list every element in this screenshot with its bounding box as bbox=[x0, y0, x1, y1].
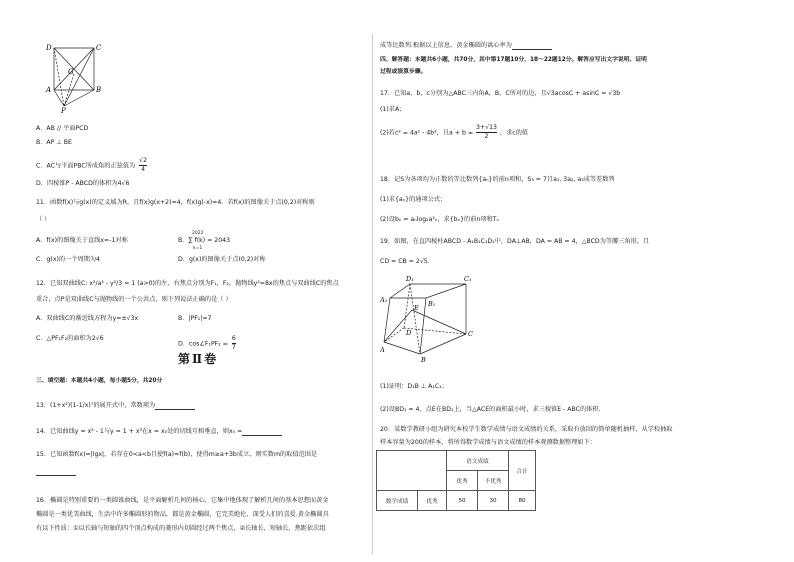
cell-excellent-total: 80 bbox=[509, 491, 536, 511]
part2-title: 第Ⅱ卷 bbox=[178, 352, 219, 366]
q19-stem-2: CD = CB = 2√5． bbox=[380, 258, 434, 265]
q17-part2 bbox=[380, 124, 528, 141]
q11-option-c: C．g(x)的一个周期为4 bbox=[36, 256, 100, 263]
label-B: B bbox=[96, 86, 102, 94]
label-C: C bbox=[96, 44, 102, 52]
q20-line-2: 样本容量为200的样本，将所得数学成绩与语文成绩的样本观测数据整理如下： bbox=[380, 439, 596, 446]
q13-stem bbox=[36, 402, 195, 410]
table-row bbox=[377, 491, 536, 511]
q12-option-d bbox=[178, 335, 236, 352]
q10-option-a: A．AB // 平面PCD bbox=[36, 125, 89, 132]
header-excellent: 优秀 bbox=[447, 471, 478, 491]
q10-option-b: B．AP ⊥ BE bbox=[36, 139, 72, 146]
q19-part1: (1)证明：D₁B ⊥ A₁C₁； bbox=[380, 383, 448, 390]
q17-part1: (1)求A； bbox=[380, 106, 406, 113]
q16-continuation bbox=[380, 42, 552, 50]
section4-header: 四、解答题：本题共6小题，共70分，其中第17题10分，18～22题12分。解答应写出文字说明、证明 bbox=[380, 57, 647, 63]
q16-answer-blank[interactable] bbox=[512, 43, 552, 50]
q18-stem: 18．记S为各项均为正数的等比数列{aₙ}的前n项和，S₃ = 7且a₁, 3a₂, a₃成等差数列 bbox=[380, 176, 615, 183]
q11-stem: 11．函数f(x)与g(x)的定义域为R，且f(x)g(x+2)=4，f(x)g(-x)=4．若f(x)的图像关于点(0,2)对称则 bbox=[36, 199, 315, 206]
prism-label-D1: D₁ bbox=[406, 275, 414, 283]
q14-text: 14．已知曲线y = x² - 1与y = 1 + x³在x = x₀处的切线互相垂直，则x₀ = bbox=[36, 428, 243, 435]
label-P: P bbox=[61, 107, 66, 114]
q12-option-a: A．双曲线C的渐近线方程为y=±√3x bbox=[36, 315, 139, 322]
header-chinese: 语文成绩 bbox=[447, 451, 509, 471]
section4-header-2: 过程或演算步骤。 bbox=[380, 69, 427, 75]
table-corner bbox=[377, 451, 447, 491]
prism-label-E: E bbox=[414, 304, 419, 312]
section3-header: 三、填空题：本题共4小题，每小题5分，共20分 bbox=[36, 378, 163, 384]
q12-frac-den: 7 bbox=[231, 344, 236, 351]
q11-paren: （ ） bbox=[36, 216, 51, 223]
cell-excellent-excellent: 50 bbox=[447, 491, 478, 511]
q10-frac-num: √2 bbox=[139, 157, 148, 164]
pyramid-figure bbox=[36, 42, 116, 114]
column-divider bbox=[372, 34, 373, 554]
q17-fraction bbox=[476, 124, 497, 141]
q14-answer-blank[interactable] bbox=[242, 429, 282, 436]
q12-option-b: B．|PF₁|=7 bbox=[178, 315, 212, 322]
q12-stem-2: 重合，点P是双曲线C与抛物线的一个公共点，则下列说法正确的是（ ） bbox=[36, 296, 232, 303]
row-label-excellent: 优秀 bbox=[418, 491, 447, 511]
q16-line-1: 16．椭圆是特别重要的一类圆锥曲线，是平面解析几何的核心，它集中地体现了解析几何的基本思想而黄金 bbox=[36, 497, 329, 504]
prism-label-C1: C₁ bbox=[464, 275, 472, 283]
q12-stem-1: 12．已知双曲线C: x²/a² - y²/3 = 1 (a>0)的左、右焦点分别为F₁，F₂，抛物线y²=8x的焦点与双曲线C的焦点 bbox=[36, 280, 339, 287]
q15-answer-line bbox=[36, 468, 76, 476]
q10-option-d: D．四棱锥P - ABCD的体积为4√6 bbox=[36, 180, 130, 187]
q10-option-c bbox=[36, 157, 147, 174]
table-row bbox=[377, 451, 536, 471]
prism-label-B1: B₁ bbox=[428, 300, 436, 308]
q14-stem bbox=[36, 428, 282, 436]
q17-part2-text: (2)若c² = 4a² - 4b²，且a + b = bbox=[380, 129, 474, 137]
prism-label-A: A bbox=[380, 346, 385, 354]
q12-option-d-text: D．cos∠F₁PF₂ = bbox=[178, 340, 228, 348]
q18-part1: (1)求{aₙ}的通项公式； bbox=[380, 196, 447, 203]
q19-stem: 19．如图，在直四棱柱ABCD - A₁B₁C₁D₁中，DA⊥AB，DA = AB = 4，△BCD为等腰三角形，且 bbox=[380, 238, 650, 245]
prism-label-C: C bbox=[468, 330, 473, 338]
label-A: A bbox=[46, 86, 52, 94]
prism-label-D: D bbox=[406, 329, 412, 337]
q15-answer-blank[interactable] bbox=[36, 469, 76, 476]
q19-part2: (2)设BD₁ = 4，点E在BD₁上，当△ACE的面积最小时，求三棱锥E - ABC的体积． bbox=[380, 406, 605, 413]
score-table bbox=[376, 450, 536, 511]
q16-cont-text: 成等比数列.根据以上信息，黄金椭圆的离心率为 bbox=[380, 42, 512, 49]
q20-line-1: 20．某数学教研小组为研究本校学生数学成绩与语文成绩的关系，采取有放回的简单随机抽样，从学校抽取 bbox=[380, 426, 673, 433]
q16-line-2: 椭圆是一类优美曲线，生活中许多椭圆形的物品，都是黄金椭圆，它完美绝伦，深受人们的喜爱.黄金椭圆具 bbox=[36, 511, 329, 518]
q11-sum-bottom: k=1 bbox=[193, 246, 203, 251]
q11-sum-top: 2022 bbox=[192, 231, 204, 236]
cell-excellent-not: 30 bbox=[478, 491, 509, 511]
header-total: 合计 bbox=[509, 451, 536, 491]
q17-stem: 17．已知a，b，c分别为△ABC三内角A，B，C所对的边，且√3acosC + asinC = √3b bbox=[380, 90, 621, 97]
q10-option-c-text: C．AC与平面PBC所成角的正弦值为 bbox=[36, 162, 136, 170]
q13-answer-blank[interactable] bbox=[155, 403, 195, 410]
prism-figure bbox=[380, 272, 480, 364]
label-G: G bbox=[68, 68, 74, 76]
prism-label-B: B bbox=[421, 356, 426, 364]
q12-option-c: C．△PF₁F₂的面积为2√6 bbox=[36, 335, 104, 342]
q17-frac-num: 3+√13 bbox=[476, 124, 497, 131]
label-D: D bbox=[46, 44, 52, 52]
q11-option-a: A．f(x)的图像关于直线x=-1对称 bbox=[36, 237, 128, 244]
q13-text: 13．(1+x²)(1-1/x)⁷的展开式中，常数项为 bbox=[36, 402, 156, 409]
q17-part2-tail: ，求c的值 bbox=[499, 129, 529, 137]
q12-frac-num: 6 bbox=[231, 335, 236, 342]
q11-option-d: D．g(x)的图像关于点(0,2)对称 bbox=[178, 256, 266, 263]
q10-frac-den: 4 bbox=[141, 166, 146, 173]
q12-fraction bbox=[232, 335, 236, 352]
q15-stem: 15．已知函数f(x)=|lgx|，若存在0<a<b且使f(a)=f(b)，使得m≥a+3b成立，则实数m的取值范围是 bbox=[36, 451, 318, 458]
q11-option-b-text: B．∑ f(k) = 2043 bbox=[178, 237, 231, 244]
q16-line-3: 有以下性质：①以长轴与短轴的四个顶点构成的菱形内切圆经过两个焦点，②长轴长，短轴长，焦距依次组 bbox=[36, 525, 326, 532]
prism-label-A1: A₁ bbox=[380, 296, 388, 304]
q18-part2: (2)设bₙ = aₙlog₂a²ₙ，求{bₙ}的前n项和Tₙ bbox=[380, 216, 499, 223]
q11-option-b bbox=[178, 231, 231, 251]
q17-frac-den: 2 bbox=[484, 133, 489, 140]
row-label-math: 数学成绩 bbox=[377, 491, 418, 511]
header-not-excellent: 不优秀 bbox=[478, 471, 509, 491]
q10-fraction bbox=[139, 157, 147, 174]
